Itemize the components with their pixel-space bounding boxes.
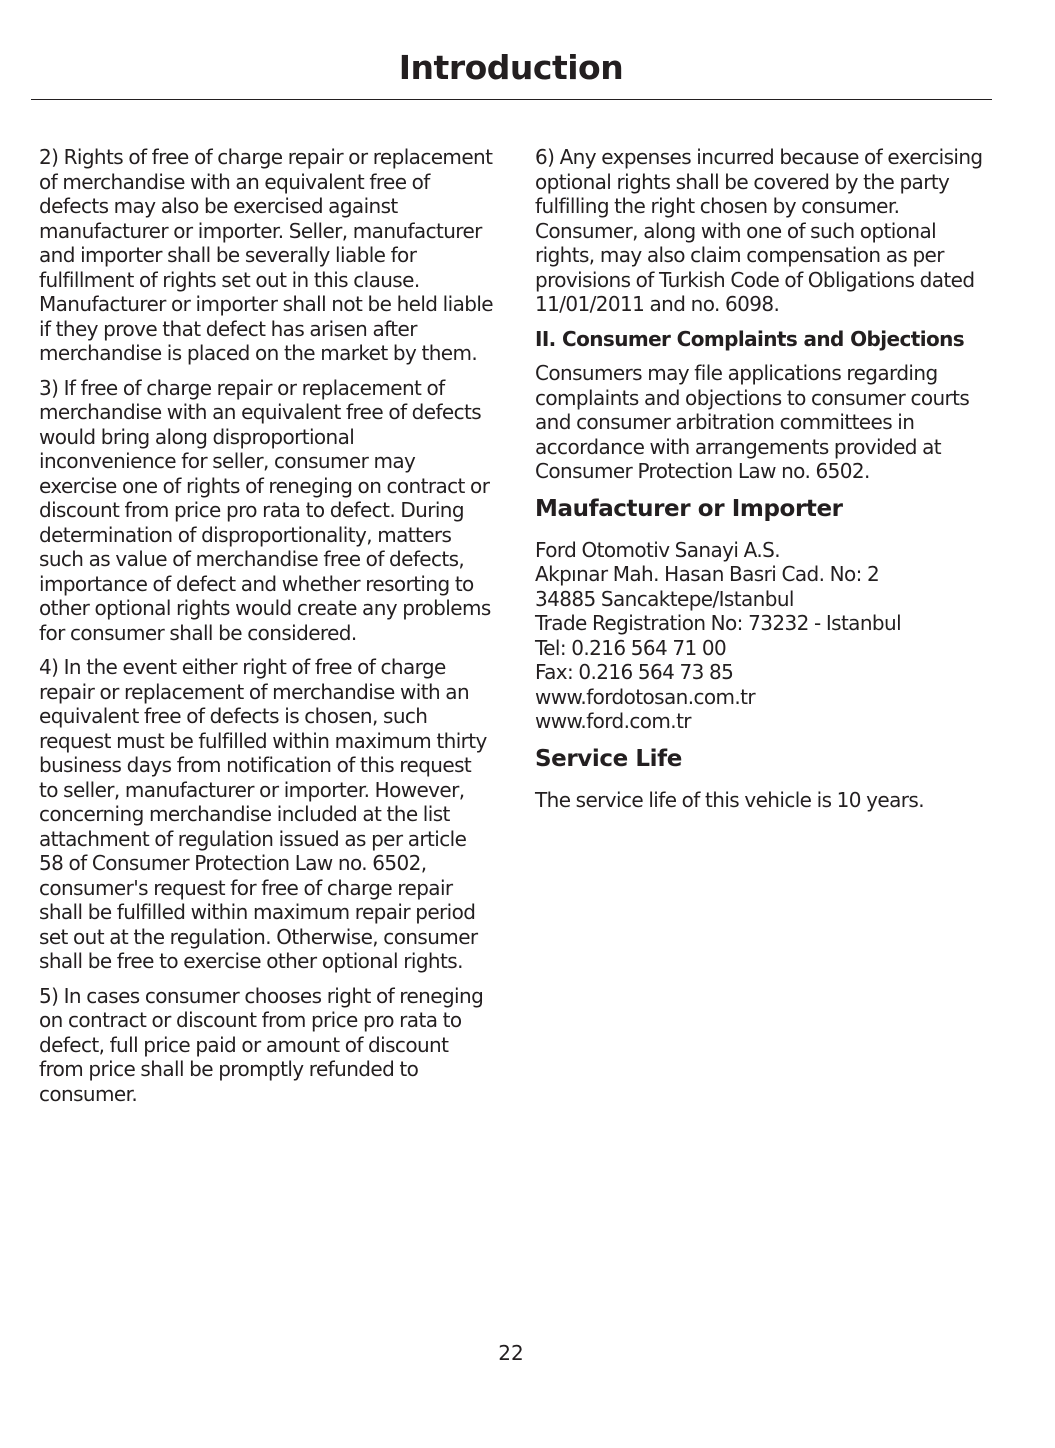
- service-life-heading: Service Life: [535, 745, 682, 772]
- paragraph-2: 2) Rights of free of charge repair or replacement of merchandise with an equivalent free of defects may also be exercised against manufacturer or importer. Seller, manufacturer and importer shall be severally liable for fulfillment of rights set out in this clause. Manufacturer or importer shall not be held liable if they prove that defect has arisen after merchandise is placed on the market by them.: [39, 145, 493, 365]
- consumer-complaints-heading: II. Consumer Complaints and Objections: [535, 326, 965, 351]
- postal-city: 34885 Sancaktepe/Istanbul: [535, 586, 794, 611]
- manufacturer-heading: Maufacturer or Importer: [535, 495, 843, 522]
- right-column: [535, 145, 995, 822]
- title-divider: [31, 99, 992, 100]
- left-column: [39, 145, 494, 1116]
- paragraph-3: 3) If free of charge repair or replacement of merchandise with an equivalent free of defects would bring along disproportional inconvenience for seller, consumer may exercise one of rights of reneging on contract or discount from price pro rata to defect. During determination of disproportionality, matters such as value of merchandise free of defects, importance of defect and whether resorting to other optional rights would create any problems for consumer shall be considered.: [39, 375, 491, 645]
- paragraph-5: 5) In cases consumer chooses right of reneging on contract or discount from price pro rata to defect, full price paid or amount of discount from price shall be promptly refunded to consumer.: [39, 983, 484, 1106]
- street-address: Akpınar Mah. Hasan Basri Cad. No: 2: [535, 562, 880, 586]
- trade-registration: Trade Registration No: 73232 - Istanbul: [535, 611, 902, 635]
- page-number: 22: [498, 1341, 524, 1365]
- website-fordotosan: www.fordotosan.com.tr: [535, 684, 755, 709]
- company-name: Ford Otomotiv Sanayi A.S.: [535, 537, 780, 562]
- service-life-text: The service life of this vehicle is 10 years.: [535, 787, 924, 812]
- manufacturer-address: [535, 538, 995, 734]
- fax: Fax: 0.216 564 73 85: [535, 660, 734, 684]
- page-title: Introduction: [398, 48, 624, 87]
- paragraph-6: 6) Any expenses incurred because of exercising optional rights shall be covered by the party fulfilling the right chosen by consumer. Consumer, along with one of such optional rights, may also claim compensation as per provisions of Turkish Code of Obligations dated 11/01/2011 and no. 6098.: [535, 145, 983, 316]
- paragraph-4: 4) In the event either right of free of charge repair or replacement of merchandise with an equivalent free of defects is chosen, such request must be fulfilled within maximum thirty business days from notification of this request to seller, manufacturer or importer. However, concerning merchandise included at the list attachment of regulation issued as per article 58 of Consumer Protection Law no. 6502, consumer's request for free of charge repair shall be fulfilled within maximum repair period set out at the regulation. Otherwise, consumer shall be free to exercise other optional rights.: [39, 655, 487, 973]
- website-ford: www.ford.com.tr: [535, 709, 691, 733]
- consumer-complaints-text: Consumers may file applications regarding complaints and objections to consumer courts and consumer arbitration committees in accordance with arrangements provided at Consumer Protection Law no. 6502.: [535, 361, 970, 483]
- telephone: Tel: 0.216 564 71 00: [535, 635, 727, 660]
